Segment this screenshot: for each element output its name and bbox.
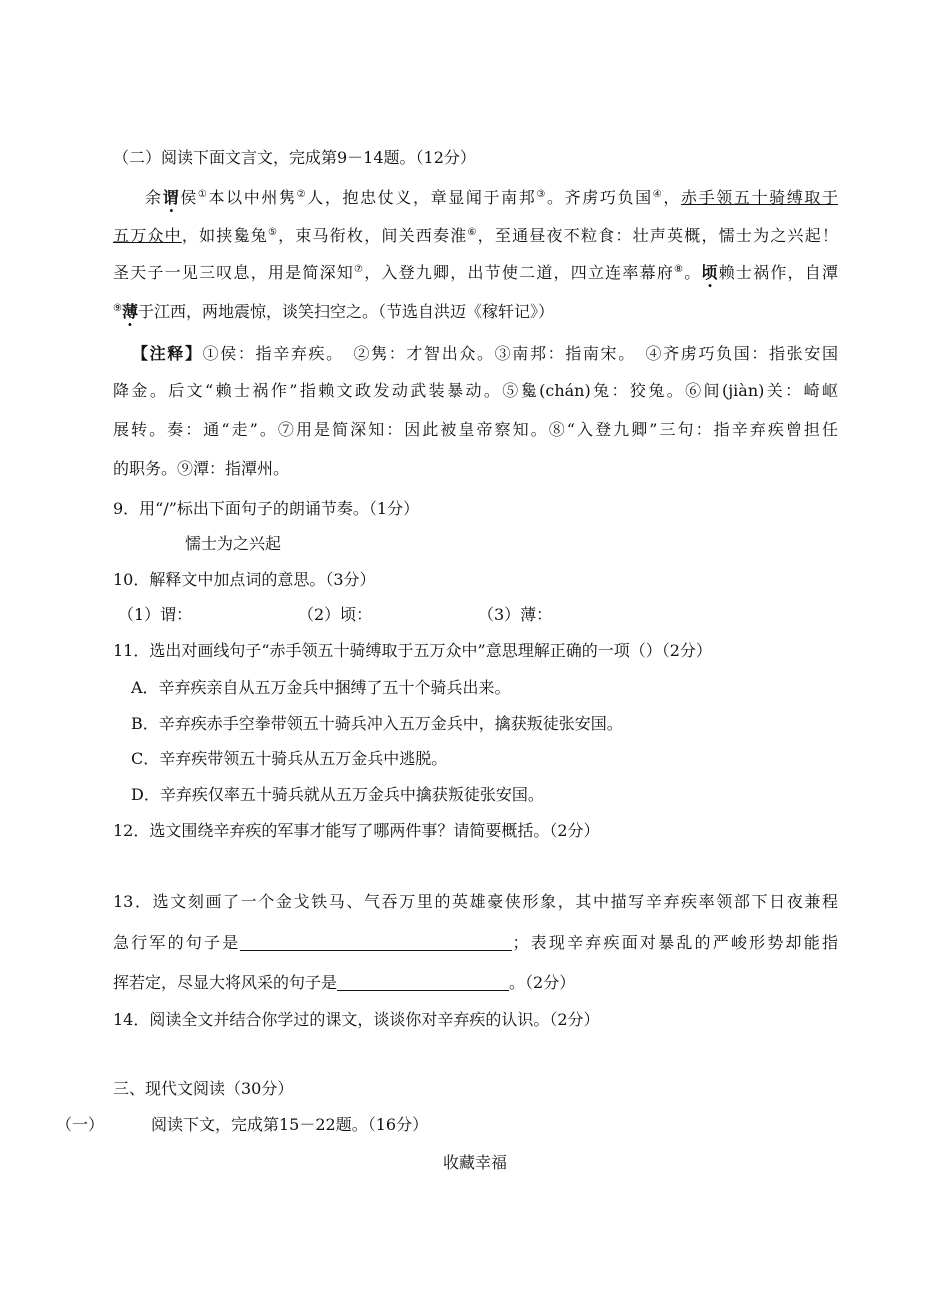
dotted-word-qing: 顷 [701,263,719,282]
passage-line-2: 五万众中，如挟毚兔⑤，束马衔枚，间关西奏淮⑥，至通昼夜不粒食：壮声英概，懦士为之兴起！ [113,226,838,245]
section3-sub-label: （一） [56,1115,105,1134]
notes-line-3: 展转。奏：通“走”。⑦用是简深知：因此被皇帝察知。⑧“入登九卿”三句：指辛弃疾曾担任 [113,420,838,439]
section2-header: （二）阅读下面文言文，完成第9－14题。（12分） [113,148,476,167]
question-13-line-3: 挥若定，尽显大将风采的句子是 。（2分） [113,973,576,992]
question-10-item-1: （1）谓： [118,605,193,624]
passage-line-4: ⑨薄于江西，两地震惊，谈笑扫空之。（节选自洪迈《稼轩记》） [113,302,554,321]
question-11: 11．选出对画线句子“赤手领五十骑缚取于五万众中”意思理解正确的一项（）（2分） [113,641,712,660]
option-c: C．辛弃疾带领五十骑兵从五万金兵中逃脱。 [131,749,448,768]
question-12: 12．选文围绕辛弃疾的军事才能写了哪两件事？请简要概括。（2分） [113,821,600,840]
question-10-item-3: （3）薄： [478,605,553,624]
answer-blank-1[interactable] [240,933,512,951]
answer-blank-2[interactable] [337,973,509,991]
option-a: A．辛弃疾亲自从五万金兵中捆缚了五十个骑兵出来。 [131,678,511,697]
article-title: 收藏幸福 [442,1153,507,1172]
question-9: 9．用“/”标出下面句子的朗诵节奏。（1分） [113,499,420,518]
notes-line-2: 降金。后文“赖士祸作”指赖文政发动武装暴动。⑤毚(chán)兔：狡兔。⑥间(jiàn)关：崎岖 [113,381,838,400]
question-10-item-2: （2）顷： [298,605,373,624]
question-13-line-2: 急行军的句子是 ；表现辛弃疾面对暴乱的严峻形势却能指 [113,933,838,952]
option-d: D．辛弃疾仅率五十骑兵就从五万金兵中擒获叛徒张安国。 [131,785,544,804]
question-10: 10．解释文中加点词的意思。（3分） [113,570,376,589]
passage-line-3: 圣天子一见三叹息，用是简深知⑦，入登九卿，出节使二道，四立连率幕府⑧。顷赖士祸作，自潭 [113,263,838,282]
question-9-sentence: 懦士为之兴起 [185,534,282,553]
passage-line-1: 余谓侯①本以中州隽②人，抱忠仗义，章显闻于南邦③。齐虏巧负国④，赤手领五十骑缚取于 [145,188,838,207]
notes-label: 【注释】 [132,344,203,363]
underlined-sentence-part2: 五万众中 [113,226,182,245]
question-14: 14．阅读全文并结合你学过的课文，谈谈你对辛弃疾的认识。（2分） [113,1010,600,1029]
underlined-sentence-part1: 赤手领五十骑缚取于 [680,188,838,207]
notes-line-4: 的职务。⑨潭：指潭州。 [113,459,290,478]
dotted-word-bo: 薄 [121,302,138,321]
option-b: B．辛弃疾赤手空拳带领五十骑兵冲入五万金兵中，擒获叛徒张安国。 [131,714,623,733]
section3-header: 三、现代文阅读（30分） [113,1079,294,1098]
section3-sub-text: 阅读下文，完成第15－22题。（16分） [151,1115,429,1134]
dotted-word-wei: 谓 [162,188,181,207]
question-13-line-1: 13．选文刻画了一个金戈铁马、气吞万里的英雄豪侠形象，其中描写辛弃疾率领部下日夜兼程 [113,892,838,911]
notes-line-1: 【注释】①侯：指辛弃疾。 ②隽：才智出众。③南邦：指南宋。 ④齐虏巧负国：指张安国 [132,344,838,363]
